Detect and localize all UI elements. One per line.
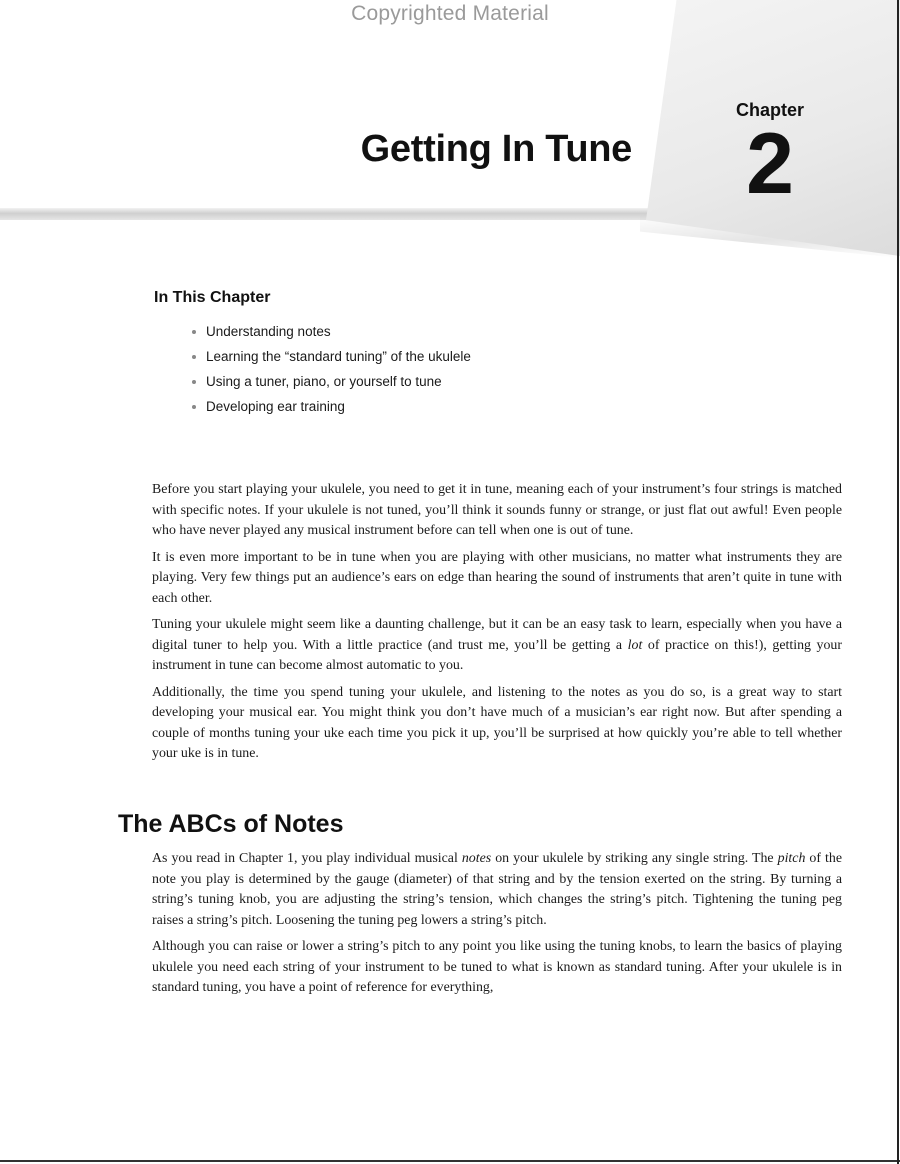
chapter-topics-list: [192, 322, 471, 422]
section-heading: The ABCs of Notes: [118, 810, 344, 838]
list-item: [192, 372, 471, 397]
chapter-number: 2: [746, 116, 794, 212]
list-item: [192, 322, 471, 347]
intro-text: [152, 480, 842, 771]
list-item-text: Understanding notes: [206, 324, 331, 339]
text-span: on your ukulele by striking any single string. The: [491, 851, 778, 866]
list-item: [192, 347, 471, 372]
bullet-icon: [192, 380, 196, 384]
header-rule: [0, 208, 680, 220]
copyright-watermark: Copyrighted Material: [351, 2, 549, 25]
chapter-label: Chapter: [735, 100, 804, 120]
list-item-text: Developing ear training: [206, 399, 345, 414]
page-right-border: [897, 0, 899, 1164]
section-paragraph-2: Although you can raise or lower a string’s pitch to any point you like using the tuning knobs, to learn the basics of playing ukulele you need each string of your instrument to be tuned to what is known as standard tuning. After your ukulele is in standard tuning, you have a point of reference for everything,: [152, 939, 842, 995]
chapter-title: Getting In Tune: [360, 128, 632, 170]
intro-paragraph-2: It is even more important to be in tune when you are playing with other musicians, no matter what instruments they are playing. Very few things put an audience’s ears on edge than hearing the sound of instruments that aren’t quite in tune with each other.: [152, 549, 842, 606]
section-text: [152, 849, 842, 1005]
emphasis-text: pitch: [777, 851, 806, 866]
list-item-text: Using a tuner, piano, or yourself to tune: [206, 374, 442, 389]
text-span: of practice on this!), getting your instrument in tune can become almost automatic to you.: [152, 637, 842, 673]
intro-paragraph-1: Before you start playing your ukulele, you need to get it in tune, meaning each of your instrument’s four strings is matched with specific notes. If your ukulele is not tuned, you’ll think it sounds funny or strange, or just flat out awful! Even people who have never played any musical instrument before can tell when one is out of tune.: [152, 482, 842, 538]
emphasis-text: notes: [461, 851, 492, 866]
section-paragraph-1: [152, 849, 842, 931]
emphasis-text: lot: [627, 637, 643, 653]
text-span: Tuning your ukulele might seem like a daunting challenge, but it can be an easy task to learn, especially when you have a digital tuner to help you. With a little practice (and trust me, you’ll be getting a: [152, 617, 842, 653]
bullet-icon: [192, 405, 196, 409]
bullet-icon: [192, 355, 196, 359]
intro-paragraph-4: Additionally, the time you spend tuning your ukulele, and listening to the notes as you do so, is a great way to start developing your musical ear. You might think you don’t have much of a musician’s ear right now. But after spending a couple of months tuning your uke each time you pick it up, you’ll be surprised at how quickly you’re able to tell whether your uke is in tune.: [152, 684, 842, 761]
text-span: As you read in Chapter 1, you play individual musical: [152, 851, 462, 866]
intro-paragraph-3: [152, 615, 842, 677]
in-this-chapter-heading: In This Chapter: [154, 289, 271, 306]
page-bottom-border: [0, 1160, 900, 1162]
list-item-text: Learning the “standard tuning” of the ukulele: [206, 349, 471, 364]
text-span: of the note you play is determined by the gauge (diameter) of that string and by the tension exerted on the string. By turning a string’s tuning knob, you are adjusting the string’s tension, which changes the string’s pitch. Tightening the tuning peg raises a string’s pitch. Loosening the tuning peg lowers a string’s pitch.: [152, 851, 842, 928]
bullet-icon: [192, 330, 196, 334]
list-item: [192, 397, 471, 422]
